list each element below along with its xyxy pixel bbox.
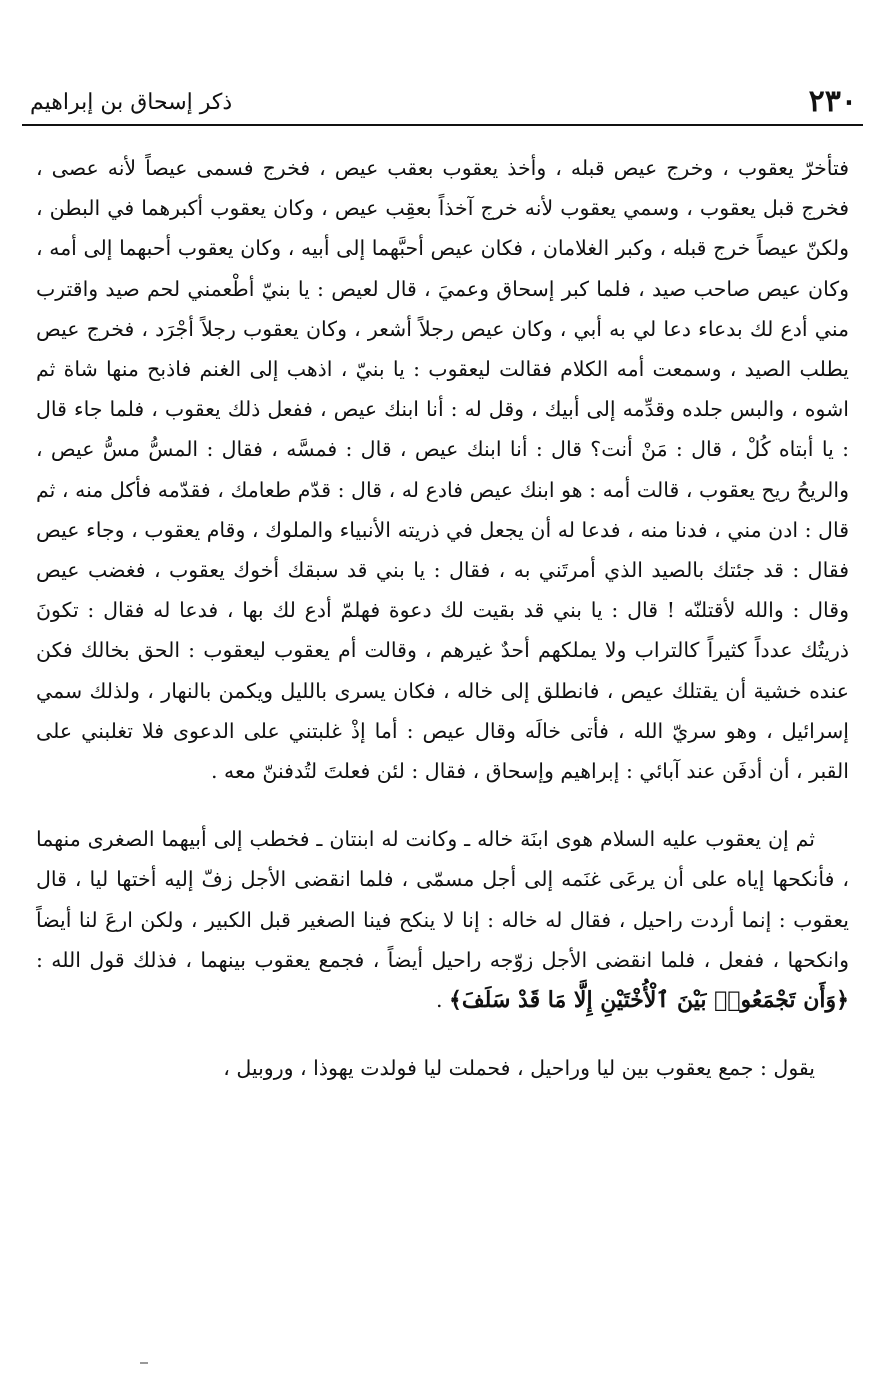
paragraph-3: يقول : جمع يعقوب بين ليا وراحيل ، فحملت ليا فولدت يهوذا ، وروبيل ، [223, 1056, 815, 1081]
paragraph-2-text: ثم إن يعقوب عليه السلام هوى ابنَة خاله ـ وكانت له ابنتان ـ فخطب إلى أبيهما الصغرى منهما ، فأنكحها إياه على أن يرعَى غنَمه إلى أجل مسمّى ، فلما انقضى الأجل زفّ إليه أختها ليا ، قال يعقوب : إنما أردت راحيل ، فقال له خاله : إنا لا ينكح فينا الصغير قبل الكبير ، ولكن ارعَ لنا أيضاً وانكحها ، ففعل ، فلما انقضى الأجل زوّجه راحيل أيضاً ، فجمع يعقوب بينهما ، فذلك قول الله : [36, 827, 849, 972]
quran-close-bracket: ﴾ [449, 987, 462, 1014]
running-title: ذكر إسحاق بن إبراهيم [30, 90, 233, 115]
page-footer-mark [140, 1362, 148, 1364]
paragraph-2 [36, 819, 849, 1020]
page-header [22, 84, 863, 126]
paragraph-1: فتأخرّ يعقوب ، وخرج عيص قبله ، وأخذ يعقوب بعقب عيص ، فخرج فسمى عيصاً لأنه عصى ، فخرج قبل يعقوب ، وسمي يعقوب لأنه خرج آخذاً بعقِب عيص ، وكان يعقوب أكبرهما في البطن ، ولكنّ عيصاً خرج قبله ، وكبر الغلامان ، فكان عيص أحبَّهما إلى أبيه ، وكان يعقوب أحبهما إلى أمه ، وكان عيص صاحب صيد ، فلما كبر إسحاق وعميَ ، قال لعيص : يا بنيّ أطْعمني لحم صيد واقترب مني أدع لك بدعاء دعا لي به أبي ، وكان عيص رجلاً أشعر ، وكان يعقوب رجلاً أجْرَد ، فخرج عيص يطلب الصيد ، وسمعت أمه الكلام فقالت ليعقوب : يا بنيّ ، اذهب إلى الغنم فاذبح منها شاة ثم اشوه ، والبس جلده وقدِّمه إلى أبيك ، وقل له : أنا ابنك عيص ، ففعل ذلك يعقوب ، فلما جاء قال : يا أبتاه كُلْ ، قال : مَنْ أنت؟ قال : أنا ابنك عيص ، قال : فمسَّه ، فقال : المسُّ مسُّ عيص ، والريحُ ريح يعقوب ، قالت أمه : هو ابنك عيص فادع له ، قال : قدّم طعامك ، فقدّمه فأكل منه ، ثم قال : ادن مني ، فدنا منه ، فدعا له أن يجعل في ذريته الأنبياء والملوك ، وقام يعقوب ، وجاء عيص فقال : قد جئتك بالصيد الذي أمرتَني به ، فقال : يا بني قد سبقك أخوك يعقوب ، فغضب عيص وقال : والله لأقتلنّه ! قال : يا بني قد بقيت لك دعوة فهلمّ أدع لك بها ، فدعا له فقال : تكونَ ذريتُك عدداً كثيراً كالتراب ولا يملكهم أحدٌ غيرهم ، وقالت أم يعقوب ليعقوب : الحق بخالك فكن عنده خشية أن يقتلك عيص ، فانطلق إلى خاله ، فكان يسرى بالليل ويكمن بالنهار ، ولذلك سمي إسرائيل ، وهو سريّ الله ، فأتى خالَه وقال عيص : أما إذْ غلبتني على الدعوى فلا تغلبني على القبر ، أن أدفَن عند آبائي : إبراهيم وإسحاق ، فقال : لئن فعلتَ لتُدفننّ معه . [36, 156, 849, 784]
paragraph-2-end: . [435, 988, 449, 1013]
page-body [36, 148, 849, 1088]
quran-verse: وَأَن تَجْمَعُوا۟ بَيْنَ ٱلْأُخْتَيْنِ إِلَّا مَا قَدْ سَلَفَ [461, 987, 837, 1014]
page-number: ٢٣٠ [808, 84, 857, 119]
quran-verse-quote [449, 987, 849, 1013]
quran-open-bracket: ﴿ [836, 987, 849, 1014]
